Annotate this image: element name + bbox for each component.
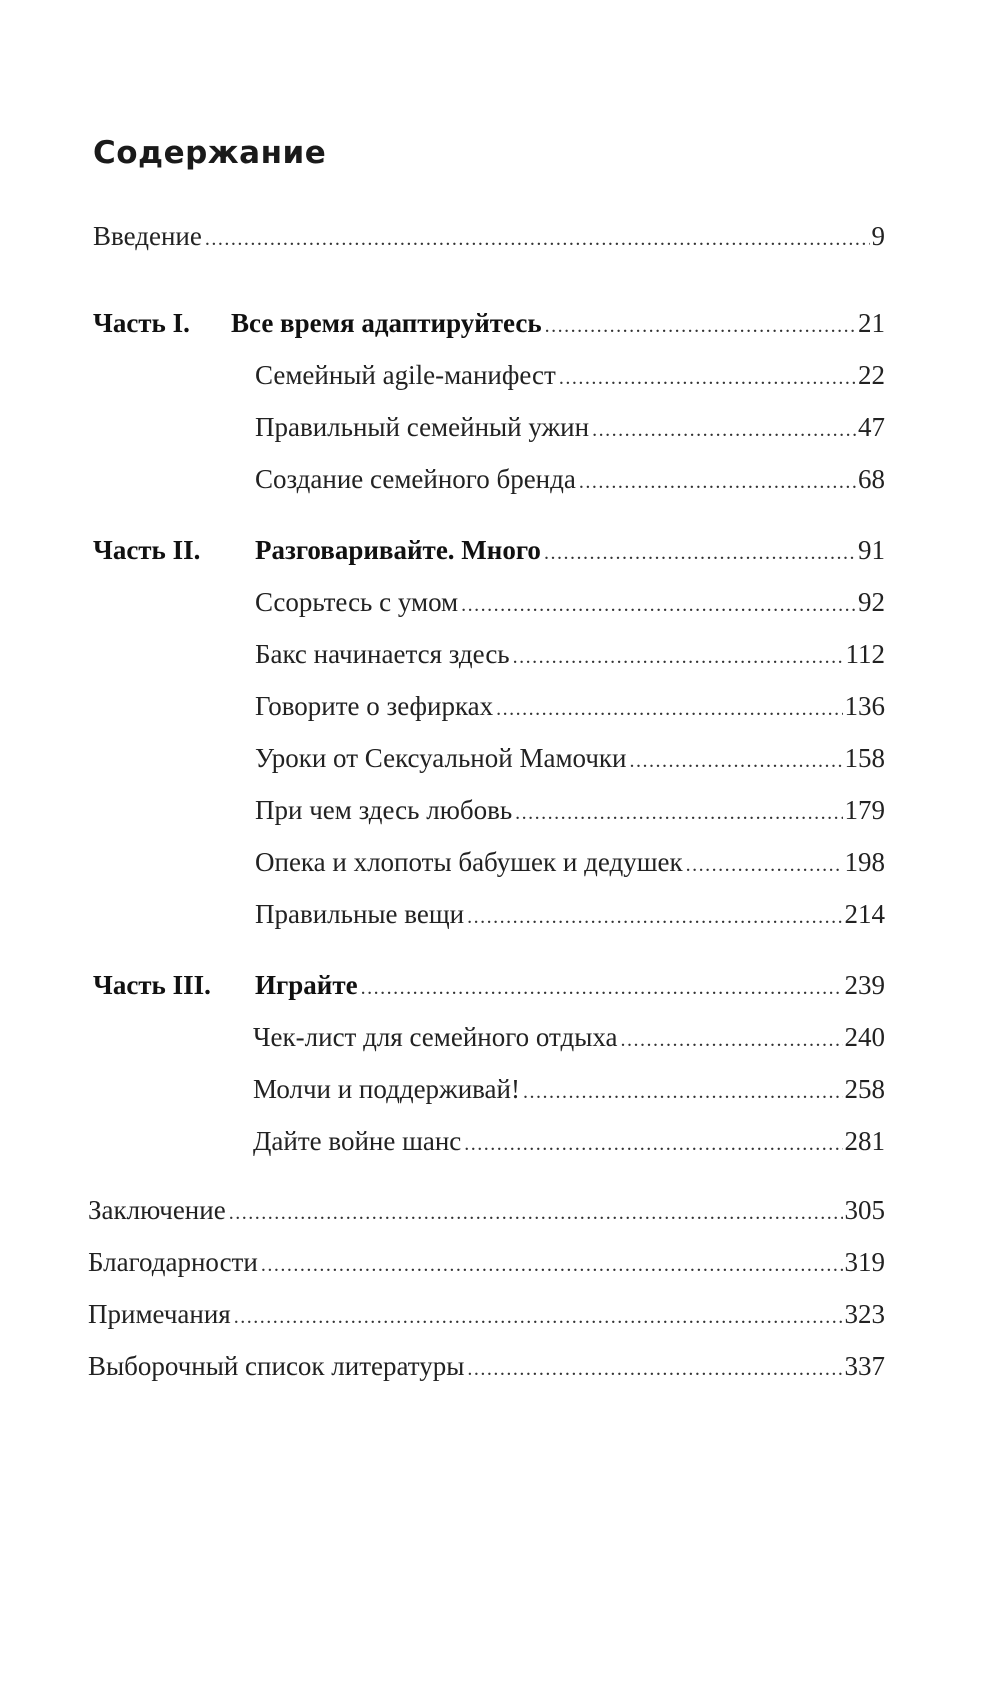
page-number: 179 <box>844 795 885 825</box>
toc-chapter <box>255 407 885 447</box>
dot-leader <box>515 793 842 833</box>
entry-label: Примечания <box>88 1299 231 1329</box>
dot-leader <box>579 462 856 502</box>
dot-leader <box>261 1245 843 1285</box>
page-number: 198 <box>844 847 885 877</box>
toc-entry-notes <box>88 1294 885 1334</box>
toc-chapter <box>255 355 885 395</box>
dot-leader <box>592 410 856 450</box>
dot-leader <box>629 741 842 781</box>
toc-entry-introduction <box>93 216 885 256</box>
entry-label: Выборочный список литературы <box>88 1351 465 1381</box>
entry-label: Правильные вещи <box>255 899 465 929</box>
dot-leader <box>523 1072 843 1112</box>
page-number: 158 <box>844 743 885 773</box>
part-number: Часть II. <box>93 535 201 565</box>
toc-chapter <box>255 842 885 882</box>
entry-label: Бакс начинается здесь <box>255 639 510 669</box>
toc-chapter <box>255 634 885 674</box>
part-title: Играйте <box>255 970 358 1000</box>
page-number: 47 <box>858 412 885 442</box>
part-title: Разговаривайте. Много <box>255 535 541 565</box>
entry-label: Создание семейного бренда <box>255 464 576 494</box>
entry-label: Опека и хлопоты бабушек и дедушек <box>255 847 683 877</box>
toc-chapter <box>255 582 885 622</box>
entry-label: Заключение <box>88 1195 226 1225</box>
toc-chapter <box>255 738 885 778</box>
dot-leader <box>461 585 856 625</box>
toc-chapter <box>255 790 885 830</box>
dot-leader <box>545 306 856 346</box>
entry-label: Правильный семейный ужин <box>255 412 590 442</box>
toc-chapter <box>253 1069 885 1109</box>
page-number: 68 <box>858 464 885 494</box>
dot-leader <box>544 533 856 573</box>
toc-chapter <box>255 686 885 726</box>
page-number: 9 <box>871 221 885 251</box>
dot-leader <box>686 845 843 885</box>
entry-label: Благодарности <box>88 1247 258 1277</box>
dot-leader <box>361 968 843 1008</box>
entry-label: Молчи и поддерживай! <box>253 1074 520 1104</box>
dot-leader <box>496 689 842 729</box>
entry-label: Чек-лист для семейного отдыха <box>253 1022 618 1052</box>
page-number: 112 <box>845 639 885 669</box>
dot-leader <box>621 1020 843 1060</box>
dot-leader <box>464 1124 842 1164</box>
entry-label: При чем здесь любовь <box>255 795 513 825</box>
part-number: Часть III. <box>93 970 211 1000</box>
page-title: Содержание <box>93 135 327 171</box>
dot-leader <box>234 1297 843 1337</box>
page-number: 240 <box>844 1022 885 1052</box>
page-number: 323 <box>844 1299 885 1329</box>
dot-leader <box>229 1193 843 1233</box>
page-number: 319 <box>844 1247 885 1277</box>
part-number: Часть I. <box>93 308 190 338</box>
page-number: 21 <box>858 308 885 338</box>
entry-label: Введение <box>93 221 202 251</box>
toc-chapter <box>253 1121 885 1161</box>
page-number: 22 <box>858 360 885 390</box>
part-title: Все время адаптируйтесь <box>231 308 542 338</box>
toc-part-3 <box>93 965 885 1005</box>
entry-label: Говорите о зефирках <box>255 691 494 721</box>
toc-part-2 <box>93 530 885 570</box>
dot-leader <box>205 219 870 259</box>
toc-part-1 <box>93 303 885 343</box>
dot-leader <box>467 1349 842 1389</box>
page-number: 305 <box>844 1195 885 1225</box>
entry-label: Ссорьтесь с умом <box>255 587 459 617</box>
toc-entry-bibliography <box>88 1346 885 1386</box>
toc-chapter <box>255 894 885 934</box>
page-number: 136 <box>844 691 885 721</box>
page-number: 281 <box>844 1126 885 1156</box>
toc-entry-conclusion <box>88 1190 885 1230</box>
page-number: 92 <box>858 587 885 617</box>
dot-leader <box>513 637 844 677</box>
page-number: 337 <box>844 1351 885 1381</box>
toc-chapter <box>255 459 885 499</box>
dot-leader <box>559 358 856 398</box>
entry-label: Дайте войне шанс <box>253 1126 462 1156</box>
page-number: 91 <box>858 535 885 565</box>
page-number: 258 <box>844 1074 885 1104</box>
toc-entry-acknowledgements <box>88 1242 885 1282</box>
page-number: 239 <box>844 970 885 1000</box>
entry-label: Семейный agile-манифест <box>255 360 556 390</box>
page-number: 214 <box>844 899 885 929</box>
toc-chapter <box>253 1017 885 1057</box>
dot-leader <box>467 897 842 937</box>
entry-label: Уроки от Сексуальной Мамочки <box>255 743 627 773</box>
